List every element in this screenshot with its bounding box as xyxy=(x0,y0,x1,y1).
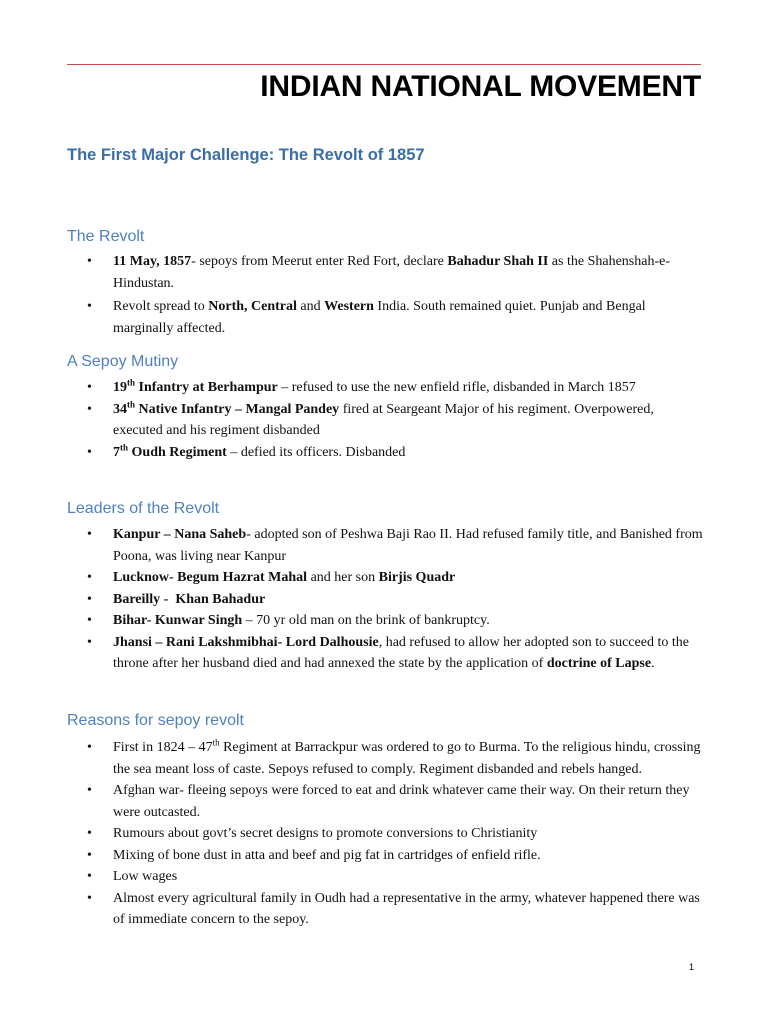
list-item: • Bihar- Kunwar Singh – 70 yr old man on the brink of bankruptcy. xyxy=(67,610,707,632)
section-heading-leaders: Leaders of the Revolt xyxy=(67,500,220,517)
section-heading-mutiny: A Sepoy Mutiny xyxy=(67,353,179,370)
section-heading-reasons: Reasons for sepoy revolt xyxy=(67,712,244,729)
bullet-icon: • xyxy=(87,570,92,585)
list-item: • Lucknow- Begum Hazrat Mahal and her son Birjis Quadr xyxy=(67,567,707,589)
page-number: 1 xyxy=(689,962,695,972)
bullet-icon: • xyxy=(87,299,92,314)
list-item: • First in 1824 – 47th Regiment at Barrackpur was ordered to go to Burma. To the religious hindu, crossing the sea meant loss of caste. Sepoys refused to comply. Regiment disbanded and rebels hanged. xyxy=(87,737,701,777)
list-item: • Jhansi – Rani Lakshmibhai- Lord Dalhousie, had refused to allow her adopted son to succeed to the throne after her husband died and had annexed the state by the application of doctrine of Lapse. xyxy=(67,632,707,675)
header-rule xyxy=(67,64,701,65)
list-item: • Mixing of bone dust in atta and beef and pig fat in cartridges of enfield rifle. xyxy=(67,845,707,867)
leaders-list xyxy=(67,524,707,675)
list-item: • Kanpur – Nana Saheb- adopted son of Peshwa Baji Rao II. Had refused family title, and Banished from Poona, was living near Kanpur xyxy=(67,524,707,567)
list-item: • Rumours about govt’s secret designs to promote conversions to Christianity xyxy=(67,823,707,845)
list-item: • Almost every agricultural family in Oudh had a representative in the army, whatever happened there was of immediate concern to the sepoy. xyxy=(67,888,707,931)
bullet-icon: • xyxy=(87,591,92,607)
bullet-icon: • xyxy=(87,847,92,863)
document-subtitle: The First Major Challenge: The Revolt of 1857 xyxy=(67,146,425,164)
bullet-icon: • xyxy=(87,634,92,650)
bullet-icon: • xyxy=(87,401,92,417)
list-item: • 7th Oudh Regiment – defied its officers. Disbanded xyxy=(67,442,707,464)
reasons-list xyxy=(67,737,707,931)
revolt-list xyxy=(67,251,707,339)
bullet-icon: • xyxy=(87,826,92,841)
list-item: • 11 May, 1857- sepoys from Meerut enter Red Fort, declare Bahadur Shah II as the Shahenshah-e-Hindustan. xyxy=(67,251,707,294)
list-item: • Low wages xyxy=(67,866,707,888)
bullet-icon: • xyxy=(87,380,92,395)
document-title: INDIAN NATIONAL MOVEMENT xyxy=(260,70,701,103)
section-heading-revolt: The Revolt xyxy=(67,228,145,245)
list-item: • 19th Infantry at Berhampur – refused to use the new enfield rifle, disbanded in March 1857 xyxy=(67,377,707,399)
mutiny-list xyxy=(67,377,707,463)
list-item: • Afghan war- fleeing sepoys were forced to eat and drink whatever came their way. On their return they were outcasted. xyxy=(67,780,707,823)
list-item: • Bareilly - Khan Bahadur xyxy=(67,589,707,611)
list-item: • Revolt spread to North, Central and Western India. South remained quiet. Punjab and Bengal marginally affected. xyxy=(67,296,707,339)
bullet-icon: • xyxy=(87,527,92,542)
list-item: • 34th Native Infantry – Mangal Pandey fired at Seargeant Major of his regiment. Overpowered, executed and his regiment disbanded xyxy=(87,398,654,438)
bullet-icon: • xyxy=(87,740,92,755)
bullet-icon: • xyxy=(87,869,92,884)
bullet-icon: • xyxy=(87,254,92,269)
bullet-icon: • xyxy=(87,783,92,798)
bullet-icon: • xyxy=(87,890,92,906)
bullet-icon: • xyxy=(87,444,92,460)
bullet-icon: • xyxy=(87,613,92,628)
